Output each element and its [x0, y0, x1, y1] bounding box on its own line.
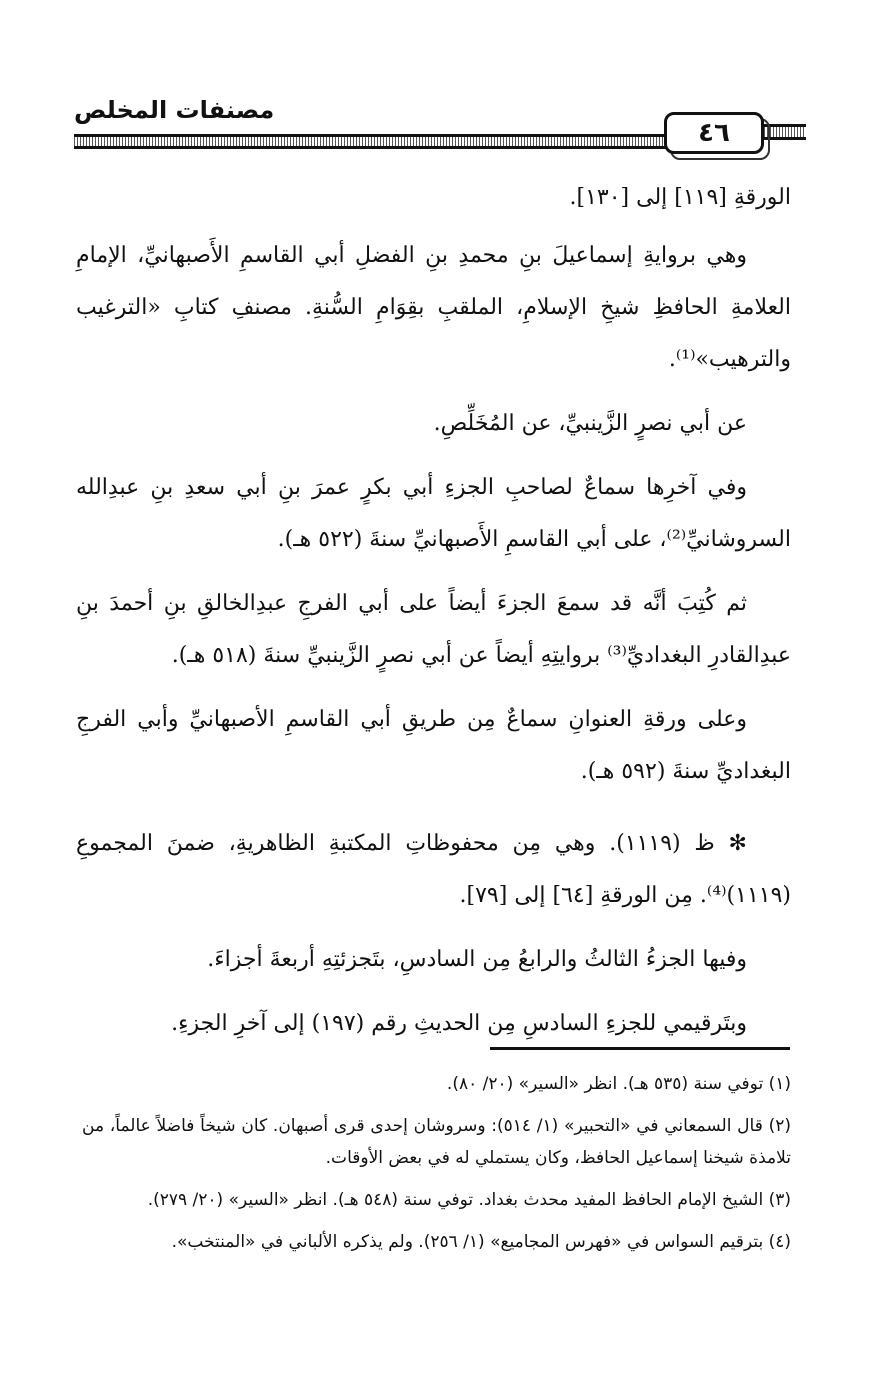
footnote: (١) توفي سنة (٥٣٥ هـ). انظر «السير» (٢٠/ ٨٠). [446, 1074, 791, 1094]
page-number-ornament [764, 124, 806, 140]
footnote: (٣) الشيخ الإمام الحافظ المفيد محدث بغداد. توفي سنة (٥٤٨ هـ). انظر «السير» (٢٠/ ٢٧٩). [147, 1190, 791, 1210]
footnotes [82, 1068, 791, 1268]
paragraph: وفيها الجزءُ الثالثُ والرابعُ مِن السادسِ، بتَجزئتِهِ أربعةَ أجزاءَ. [207, 947, 747, 972]
paragraph: وهي بروايةِ إسماعيلَ بنِ محمدِ بنِ الفضلِ أبي القاسمِ الأَصبهانيِّ، الإمامِ العلامةِ الحافظِ شيخِ الإسلامِ، الملقبِ بقِوَامِ السُّنةِ. مصنفِ كتابِ «الترغيب والترهيب»⁽¹⁾. [76, 243, 791, 372]
footnote: (٢) قال السمعاني في «التحبير» (١/ ٥١٤): وسروشان إحدى قرى أصبهان. كان شيخاً فاضلاً عالماً، من تلامذة شيخنا إسماعيل الحافظ، وكان يستملي له في بعض الأوقات. [82, 1116, 791, 1168]
paragraph: وعلى ورقةِ العنوانِ سماعٌ مِن طريقِ أبي القاسمِ الأصبهانيِّ وأبي الفرجِ البغداديِّ سنةَ (٥٩٢ هـ). [76, 707, 791, 784]
paragraph: ✻ ظ (١١١٩). وهي مِن محفوظاتِ المكتبةِ الظاهريةِ، ضمنَ المجموعِ (١١١٩)⁽⁴⁾. مِن الورقةِ [٦٤] إلى [٧٩]. [76, 831, 791, 908]
header-rule [74, 134, 761, 149]
footnote-separator [490, 1047, 790, 1050]
page-number: ٤٦ [664, 112, 764, 154]
footnote: (٤) بترقيم السواس في «فهرس المجاميع» (١/ ٢٥٦). ولم يذكره الألباني في «المنتخب». [171, 1232, 791, 1252]
paragraph: الورقةِ [١١٩] إلى [١٣٠]. [569, 185, 791, 210]
paragraph: عن أبي نصرٍ الزَّينبيِّ، عن المُخَلِّصِ. [433, 411, 747, 436]
paragraph: وفي آخرِها سماعٌ لصاحبِ الجزءِ أبي بكرٍ عمرَ بنِ أبي سعدِ بنِ عبدِالله السروشانيِّ⁽²⁾، على أبي القاسمِ الأَصبهانيِّ سنةَ (٥٢٢ هـ). [76, 475, 791, 552]
main-text [76, 172, 791, 1062]
paragraph: ثم كُتِبَ أنَّه قد سمعَ الجزءَ أيضاً على أبي الفرجِ عبدِالخالقِ بنِ أحمدَ بنِ عبدِالقادرِ البغداديِّ⁽³⁾ بروايتِهِ أيضاً عن أبي نصرٍ الزَّينبيِّ سنةَ (٥١٨ هـ). [76, 591, 791, 668]
running-header-title: مصنفات المخلص [74, 96, 275, 124]
paragraph: وبتَرقيمي للجزءِ السادسِ مِن الحديثِ رقم (١٩٧) إلى آخرِ الجزءِ. [171, 1011, 747, 1036]
